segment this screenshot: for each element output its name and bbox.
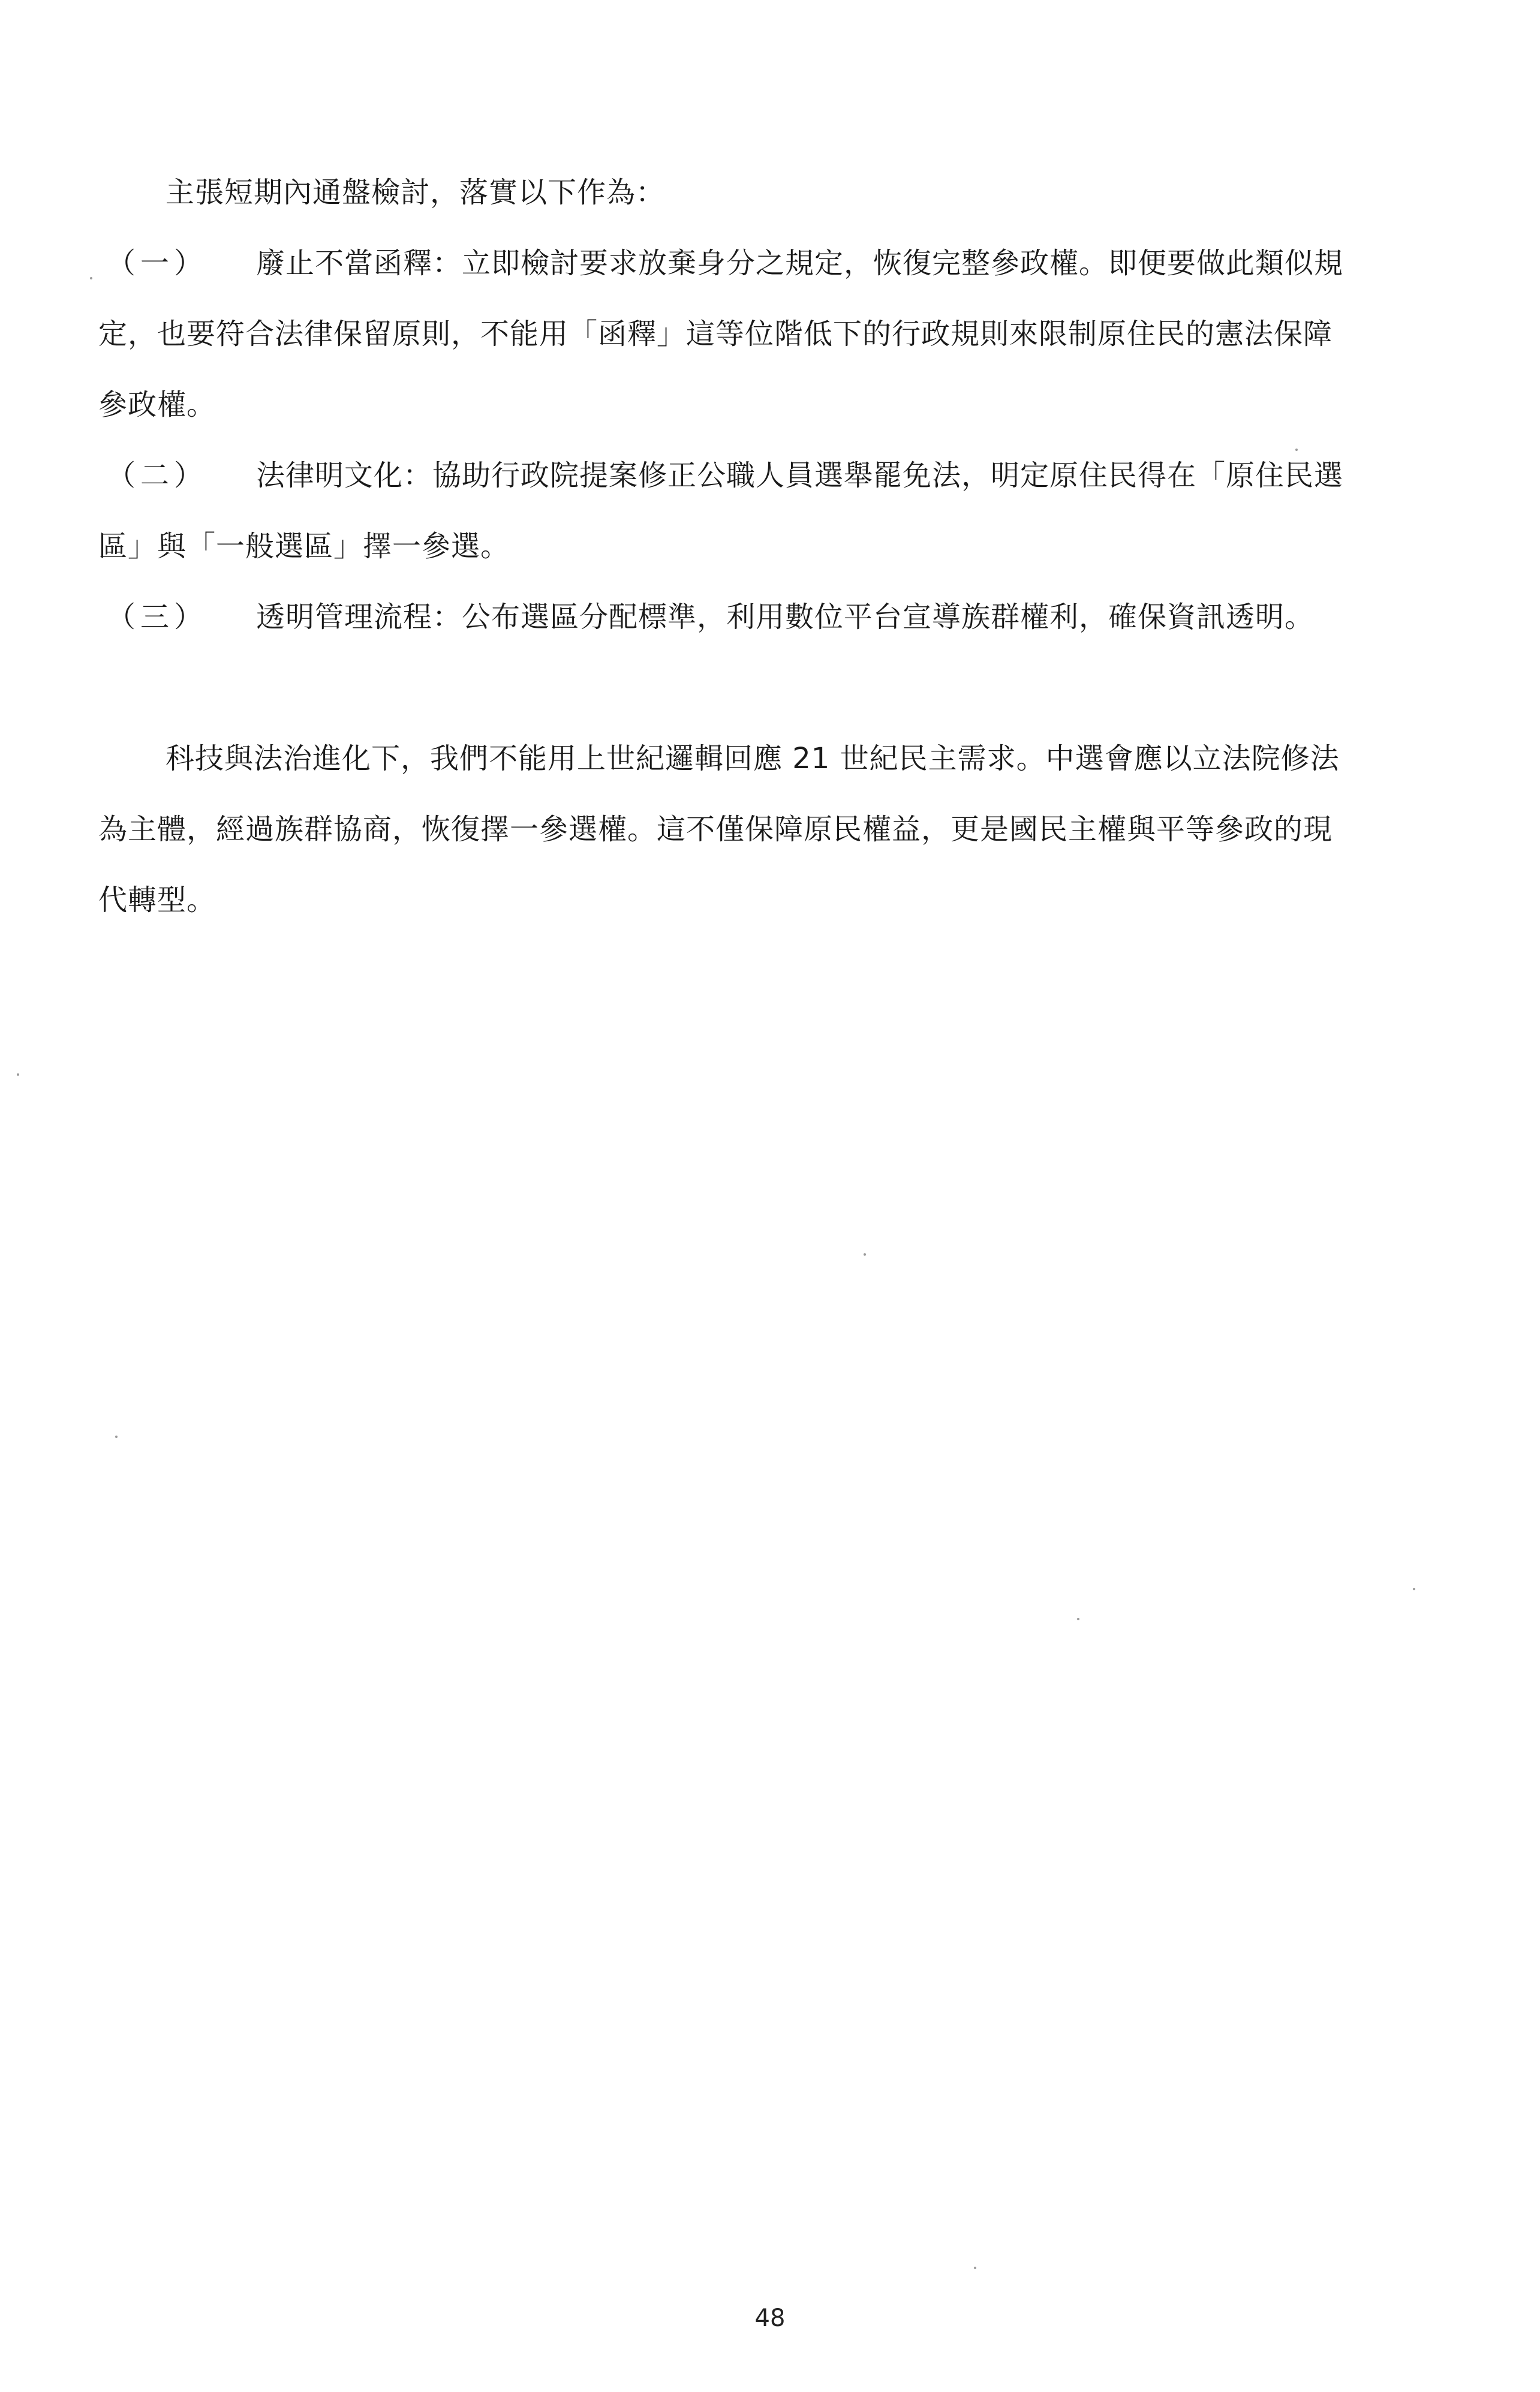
list-item-1 — [98, 228, 1418, 440]
list-item-number: （二） — [107, 459, 208, 492]
document-body — [98, 157, 1418, 935]
list-item-continuation: 定，也要符合法律保留原則，不能用「函釋」這等位階低下的行政規則來限制原住民的憲法保障 — [98, 317, 1333, 351]
closing-line: 為主體，經過族群協商，恢復擇一參選權。這不僅保障原民權益，更是國民主權與平等參政的現 — [98, 813, 1333, 846]
intro-paragraph: 主張短期內通盤檢討，落實以下作為： — [166, 176, 666, 209]
list-item-continuation: 區」與「一般選區」擇一參選。 — [98, 529, 510, 563]
paragraph-spacer — [98, 652, 1418, 723]
list-item-text: 透明管理流程：公布選區分配標準，利用數位平台宣導族群權利，確保資訊透明。 — [256, 600, 1315, 634]
scan-speck — [1077, 1618, 1079, 1620]
closing-paragraph — [98, 723, 1418, 935]
scan-speck — [17, 1073, 19, 1076]
list-item-number: （三） — [107, 600, 208, 634]
scan-speck — [115, 1436, 118, 1438]
page-number: 48 — [754, 2304, 786, 2332]
list-item-continuation: 參政權。 — [98, 388, 216, 422]
scan-speck — [90, 277, 92, 279]
scan-speck — [864, 1253, 866, 1256]
list-item-3 — [98, 582, 1418, 652]
list-item-text: 廢止不當函釋：立即檢討要求放棄身分之規定，恢復完整參政權。即便要做此類似規 — [256, 246, 1344, 280]
closing-line: 代轉型。 — [98, 883, 216, 917]
closing-line: 科技與法治進化下，我們不能用上世紀邏輯回應 21 世紀民主需求。中選會應以立法院修法 — [166, 742, 1340, 775]
list-item-number: （一） — [107, 246, 208, 280]
scan-speck — [1413, 1588, 1415, 1590]
list-item-2 — [98, 440, 1418, 582]
list-item-text: 法律明文化：協助行政院提案修正公職人員選舉罷免法，明定原住民得在「原住民選 — [256, 459, 1344, 492]
scan-speck — [974, 2267, 976, 2269]
scan-speck — [1295, 449, 1298, 451]
